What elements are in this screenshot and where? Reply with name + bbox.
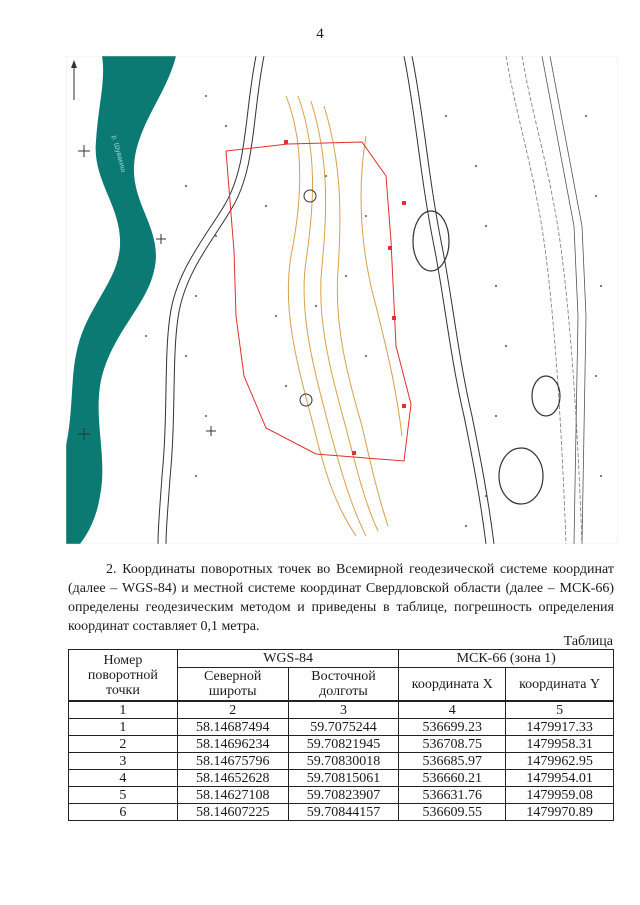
point-2-marker bbox=[402, 201, 406, 205]
header-x: координата X bbox=[399, 668, 506, 702]
cell-point: 2 bbox=[69, 736, 178, 753]
cell-x: 536631.76 bbox=[399, 787, 506, 804]
cell-east: 59.70844157 bbox=[288, 804, 399, 821]
point-6-marker bbox=[352, 451, 356, 455]
header-msk: МСК-66 (зона 1) bbox=[399, 650, 614, 668]
cell-north: 58.14687494 bbox=[177, 719, 288, 736]
cell-east: 59.70821945 bbox=[288, 736, 399, 753]
cell-north: 58.14696234 bbox=[177, 736, 288, 753]
cell-north: 58.14607225 bbox=[177, 804, 288, 821]
cell-y: 1479958.31 bbox=[506, 736, 614, 753]
cell-point: 5 bbox=[69, 787, 178, 804]
cell-x: 536699.23 bbox=[399, 719, 506, 736]
column-number-row bbox=[69, 701, 614, 719]
point-5-marker bbox=[402, 404, 406, 408]
coordinates-paragraph bbox=[68, 560, 614, 636]
cell-point: 3 bbox=[69, 753, 178, 770]
cell-x: 536660.21 bbox=[399, 770, 506, 787]
table-row bbox=[69, 787, 614, 804]
cell-east: 59.7075244 bbox=[288, 719, 399, 736]
header-wgs: WGS-84 bbox=[177, 650, 399, 668]
table-caption: Таблица bbox=[563, 634, 613, 649]
table-row bbox=[69, 719, 614, 736]
table-row bbox=[69, 804, 614, 821]
header-north: Северной широты bbox=[177, 668, 288, 702]
cell-y: 1479917.33 bbox=[506, 719, 614, 736]
column-number: 4 bbox=[399, 701, 506, 719]
coordinates-table bbox=[68, 649, 614, 821]
topographic-map bbox=[66, 56, 618, 544]
column-number: 3 bbox=[288, 701, 399, 719]
cell-north: 58.14652628 bbox=[177, 770, 288, 787]
cell-east: 59.70815061 bbox=[288, 770, 399, 787]
cell-y: 1479962.95 bbox=[506, 753, 614, 770]
cell-point: 4 bbox=[69, 770, 178, 787]
cell-north: 58.14627108 bbox=[177, 787, 288, 804]
header-row-1 bbox=[69, 650, 614, 668]
table-row bbox=[69, 736, 614, 753]
column-number: 5 bbox=[506, 701, 614, 719]
page-number: 4 bbox=[316, 26, 324, 42]
cell-east: 59.70823907 bbox=[288, 787, 399, 804]
cell-y: 1479970.89 bbox=[506, 804, 614, 821]
cell-point: 6 bbox=[69, 804, 178, 821]
point-3-marker bbox=[388, 246, 392, 250]
table-row bbox=[69, 770, 614, 787]
point-4-marker bbox=[392, 316, 396, 320]
header-east: Восточной долготы bbox=[288, 668, 399, 702]
cell-x: 536609.55 bbox=[399, 804, 506, 821]
table-row bbox=[69, 753, 614, 770]
cell-x: 536685.97 bbox=[399, 753, 506, 770]
column-number: 2 bbox=[177, 701, 288, 719]
paragraph-text: 2. Координаты поворотных точек во Всемирной геодезической системе координат (далее – WGS-84) и местной системе координат Свердловской области (далее – МСК-66) определены геодезическим методом и приведены в таблице, погрешность определения координат составляет 0,1 метра. bbox=[68, 562, 614, 634]
river-label: р. Шувакиш bbox=[110, 134, 127, 174]
column-number: 1 bbox=[69, 701, 178, 719]
cell-y: 1479954.01 bbox=[506, 770, 614, 787]
cell-north: 58.14675796 bbox=[177, 753, 288, 770]
cell-east: 59.70830018 bbox=[288, 753, 399, 770]
cell-x: 536708.75 bbox=[399, 736, 506, 753]
cell-point: 1 bbox=[69, 719, 178, 736]
point-1-marker bbox=[284, 140, 288, 144]
header-y: координата Y bbox=[506, 668, 614, 702]
cell-y: 1479959.08 bbox=[506, 787, 614, 804]
header-point: Номер поворотной точки bbox=[69, 650, 178, 702]
